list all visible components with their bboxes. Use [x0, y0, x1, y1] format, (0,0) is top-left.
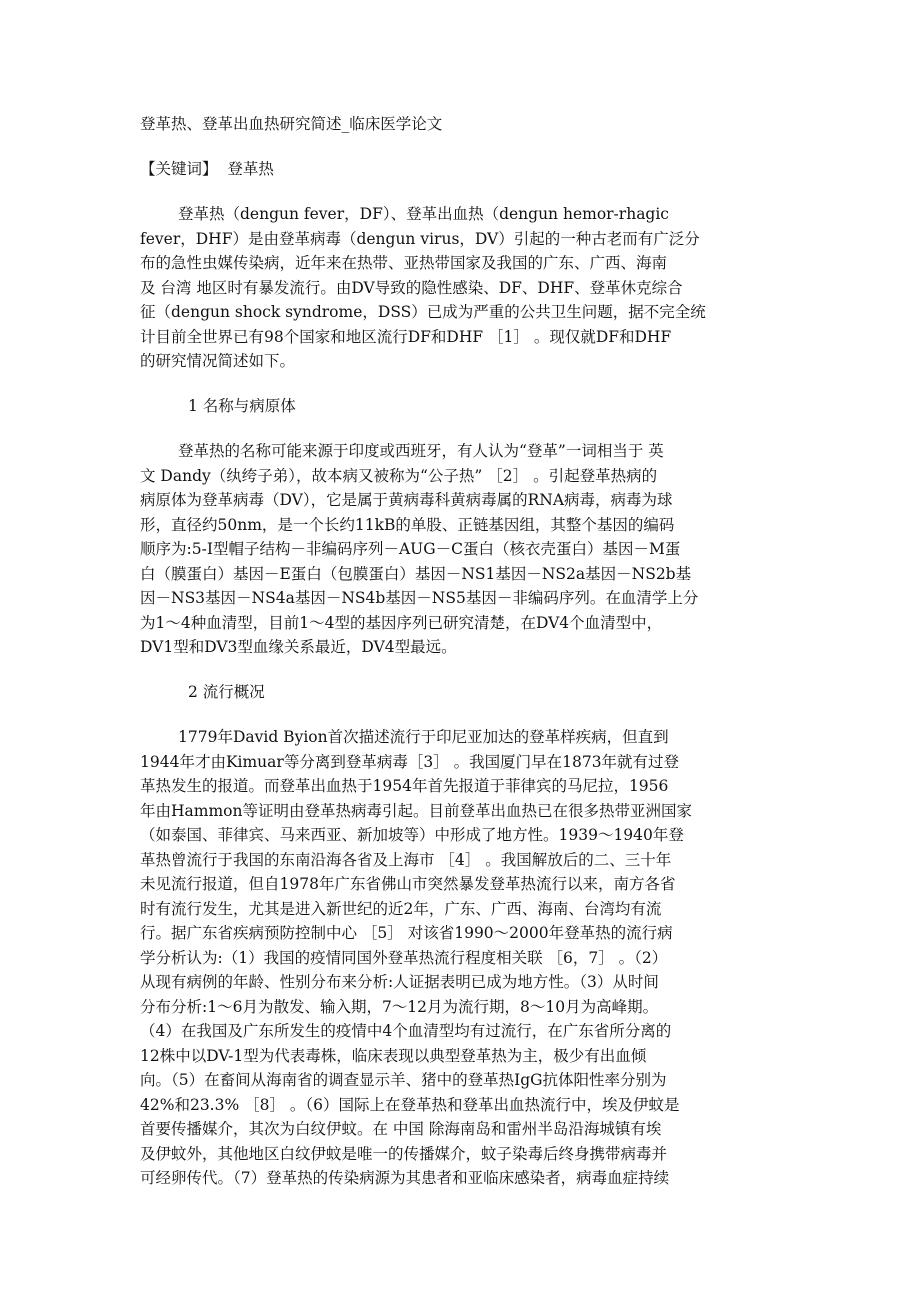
- paragraph-line: 计目前全世界已有98个国家和地区流行DF和DHF ［1］ 。现仅就DF和DHF: [140, 327, 672, 346]
- document-body: [140, 112, 790, 1191]
- paragraph-line: 未见流行报道，但自1978年广东省佛山市突然暴发登革热流行以来，南方各省: [140, 875, 676, 893]
- paragraph-line: 从现有病例的年龄、性别分布来分析:人证据表明已成为地方性。（3）从时间: [140, 973, 659, 991]
- paragraph: [140, 439, 790, 660]
- paragraph-line: DV1型和DV3型血缘关系最近，DV4型最远。: [140, 638, 457, 656]
- document-title: 登革热、登革出血热研究简述_临床医学论文: [140, 115, 443, 133]
- paragraph-line: 年由Hammon等证明由登革热病毒引起。目前登革出血热已在很多热带亚洲国家: [140, 801, 692, 820]
- paragraph-line: 登革热（dengun fever，DF）、登革出血热（dengun hemor-rhagic: [178, 205, 669, 223]
- section-heading: 2 流行概况: [188, 683, 265, 701]
- spacer: [140, 137, 790, 158]
- paragraph-line: 布的急性虫媒传染病，近年来在热带、亚热带国家及我国的广东、广西、海南: [140, 254, 668, 272]
- spacer: [140, 374, 790, 395]
- content: [140, 182, 790, 1191]
- paragraph-line: 的研究情况简述如下。: [140, 352, 296, 370]
- paragraph-line: 革热曾流行于我国的东南沿海各省及上海市 ［4］ 。我国解放后的二、三十年: [140, 850, 672, 869]
- paragraph-line: 1779年David Byion首次描述流行于印尼亚加达的登革样疾病，但直到: [178, 728, 669, 746]
- paragraph-line: 顺序为:5-I型帽子结构－非编码序列－AUG－C蛋白（核衣壳蛋白）基因－M蛋: [140, 540, 681, 558]
- paragraph-line: 1944年才由Kimuar等分离到登革病毒［3］ 。我国厦门早在1873年就有过登: [140, 752, 680, 771]
- paragraph-line: 时有流行发生，尤其是进入新世纪的近2年，广东、广西、海南、台湾均有流: [140, 899, 662, 918]
- paragraph-line: 登革热的名称可能来源于印度或西班牙，有人认为“登革”一词相当于 英: [178, 442, 664, 460]
- paragraph-line: 病原体为登革病毒（DV），它是属于黄病毒科黄病毒属的RNA病毒，病毒为球: [140, 491, 673, 509]
- paragraph-line: 文 Dandy（纨绔子弟），故本病又被称为“公子热” ［2］ 。引起登革热病的: [140, 466, 658, 485]
- spacer: [140, 419, 790, 440]
- paragraph-line: 及伊蚊外，其他地区白纹伊蚊是唯一的传播媒介，蚊子染毒后终身携带病毒并: [140, 1144, 668, 1163]
- paragraph: [140, 202, 790, 374]
- paragraph-line: 形，直径约50nm，是一个长约11kB的单股、正链基因组，其整个基因的编码: [140, 515, 675, 534]
- paragraph-line: fever，DHF）是由登革病毒（dengun virus，DV）引起的一种古老而有广泛分: [140, 229, 700, 248]
- spacer: [140, 705, 790, 726]
- paragraph-line: 革热发生的报道。而登革出血热于1954年首先报道于菲律宾的马尼拉，1956: [140, 777, 669, 795]
- paragraph-line: 因－NS3基因－NS4a基因－NS4b基因－NS5基因－非编码序列。在血清学上分: [140, 589, 699, 607]
- keywords: 【关键词】 登革热: [140, 160, 274, 178]
- paragraph-line: 42%和23.3% ［8］ 。（6）国际上在登革热和登革出血热流行中，埃及伊蚊是: [140, 1095, 680, 1114]
- paragraph-line: 学分析认为:（1）我国的疫情同国外登革热流行程度相关联 ［6，7］ 。（2）: [140, 948, 668, 967]
- paragraph-line: 12株中以DV-1型为代表毒株，临床表现以典型登革热为主，极少有出血倾: [140, 1046, 647, 1065]
- paragraph-line: 白（膜蛋白）基因－E蛋白（包膜蛋白）基因－NS1基因－NS2a基因－NS2b基: [140, 564, 692, 583]
- paragraph-line: 向。（5）在畜间从海南省的调查显示羊、猪中的登革热IgG抗体阳性率分别为: [140, 1071, 667, 1089]
- paragraph-line: 及 台湾 地区时有暴发流行。由DV导致的隐性感染、DF、DHF、登革休克综合: [140, 278, 683, 297]
- paragraph-line: 为1～4种血清型，目前1～4型的基因序列已研究清楚，在DV4个血清型中，: [140, 613, 663, 632]
- paragraph-line: 分布分析:1～6月为散发、输入期，7～12月为流行期，8～10月为高峰期。: [140, 997, 659, 1016]
- paragraph-line: 可经卵传代。（7）登革热的传染病源为其患者和亚临床感染者，病毒血症持续: [140, 1169, 670, 1187]
- paragraph-line: 征（dengun shock syndrome，DSS）已成为严重的公共卫生问题，据不完全统: [140, 303, 706, 321]
- section-heading: 1 名称与病原体: [188, 397, 296, 415]
- paragraph-line: （如泰国、菲律宾、马来西亚、新加坡等）中形成了地方性。1939～1940年登: [140, 826, 684, 844]
- spacer: [140, 182, 790, 203]
- spacer: [140, 660, 790, 681]
- paragraph: [140, 725, 790, 1191]
- paragraph-line: （4）在我国及广东所发生的疫情中4个血清型均有过流行，在广东省所分离的: [140, 1022, 672, 1040]
- paragraph-line: 行。据广东省疾病预防控制中心 ［5］ 对该省1990～2000年登革热的流行病: [140, 924, 673, 942]
- paragraph-line: 首要传播媒介，其次为白纹伊蚊。在 中国 除海南岛和雷州半岛沿海城镇有埃: [140, 1120, 662, 1138]
